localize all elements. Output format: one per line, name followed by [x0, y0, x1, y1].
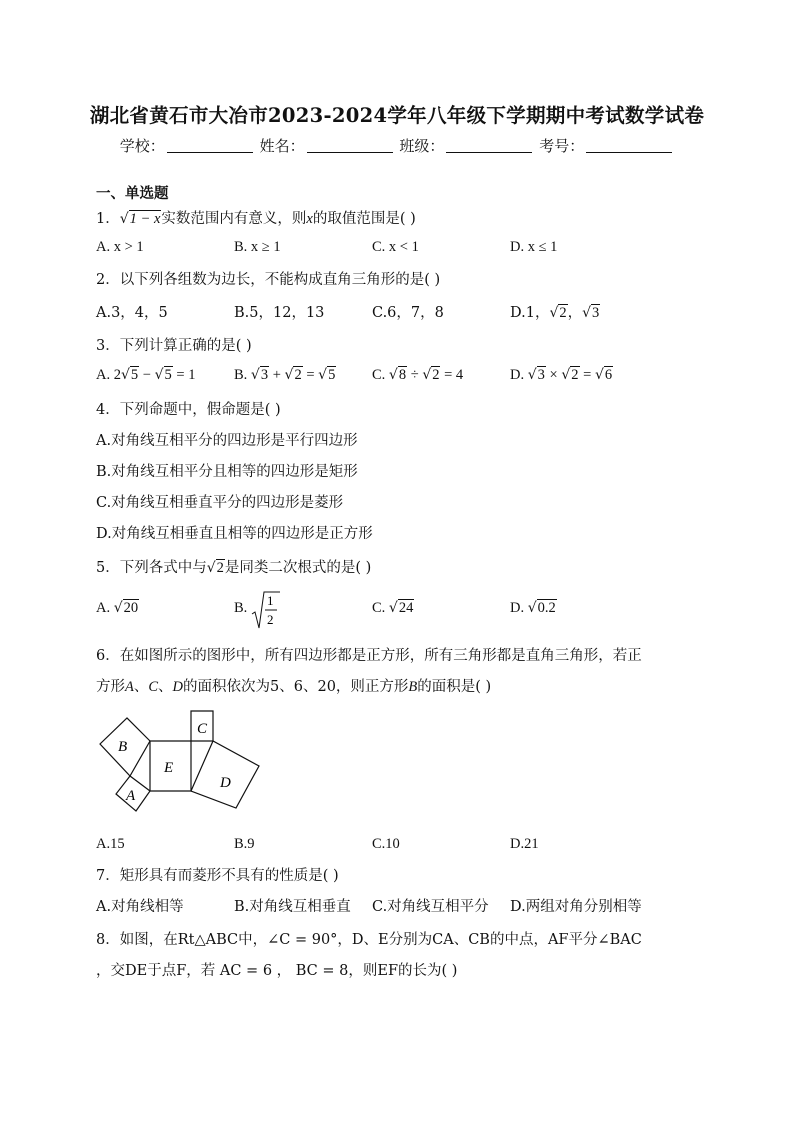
q2-option-c[interactable]: C.6，7，8: [372, 305, 444, 321]
q6-option-c[interactable]: C.10: [372, 836, 400, 852]
question-1-stem: 1．√1 − x实数范围内有意义，则x的取值范围是( ): [96, 211, 416, 227]
q5-b-denominator: 2: [267, 612, 274, 627]
q7-option-b[interactable]: B.对角线互相垂直: [234, 899, 351, 915]
name-label: 姓名：: [259, 137, 305, 155]
question-6-line-2: 方形A、C、D的面积依次为5、6、20，则正方形B的面积是( ): [96, 679, 492, 695]
q4-option-c[interactable]: C.对角线互相垂直平分的四边形是菱形: [96, 495, 344, 511]
label-d: D: [220, 775, 231, 791]
class-label: 班级：: [399, 137, 445, 155]
question-5-stem: 5．下列各式中与√2是同类二次根式的是( ): [96, 560, 372, 576]
q6-option-b[interactable]: B.9: [234, 836, 255, 852]
question-4-stem: 4．下列命题中，假命题是( ): [96, 402, 281, 418]
number-label: 考号：: [539, 137, 585, 155]
question-8-line-2: ，交DE于点F，若 AC = 6 ， BC = 8，则EF的长为( ): [96, 963, 458, 979]
q1-option-a[interactable]: A. x > 1: [96, 239, 144, 255]
q1-option-b[interactable]: B. x ≥ 1: [234, 239, 281, 255]
school-blank[interactable]: [167, 138, 253, 153]
q7-option-c[interactable]: C.对角线互相平分: [372, 899, 489, 915]
school-label: 学校：: [119, 137, 165, 155]
label-a: A: [126, 788, 136, 804]
q3-option-a[interactable]: A. 2√5 − √5 = 1: [96, 367, 196, 383]
question-7-stem: 7．矩形具有而菱形不具有的性质是( ): [96, 868, 339, 884]
q3-option-b[interactable]: B. √3 + √2 = √5: [234, 367, 336, 383]
q3-option-d[interactable]: D. √3 × √2 = √6: [510, 367, 613, 383]
q1-radical: √1 − x: [119, 211, 161, 227]
q1-number: 1．: [96, 211, 120, 227]
label-c: C: [197, 721, 208, 737]
q5-option-d[interactable]: D. √0.2: [510, 600, 556, 616]
q2-option-d[interactable]: D.1，√2，√3: [510, 305, 600, 321]
q4-option-a[interactable]: A.对角线互相平分的四边形是平行四边形: [96, 433, 358, 449]
q5-option-a[interactable]: A. √20: [96, 600, 139, 616]
label-e: E: [164, 760, 174, 776]
q5-option-b-label[interactable]: B.: [234, 600, 248, 616]
q6-option-a[interactable]: A.15: [96, 836, 125, 852]
q6-option-d[interactable]: D.21: [510, 836, 539, 852]
q4-option-b[interactable]: B.对角线互相平分且相等的四边形是矩形: [96, 464, 358, 480]
section-heading: 一、单选题: [96, 185, 169, 202]
question-2-stem: 2．以下列各组数为边长，不能构成直角三角形的是( ): [96, 272, 441, 288]
exam-title: 湖北省黄石市大冶市2023-2024学年八年级下学期期中考试数学试卷: [89, 104, 705, 127]
q7-option-a[interactable]: A.对角线相等: [96, 899, 184, 915]
q3-option-c[interactable]: C. √8 ÷ √2 = 4: [372, 367, 464, 383]
question-8-line-1: 8．如图，在Rt△ABC中，∠C = 90°，D、E分别为CA、CB的中点，AF平分∠BAC: [96, 932, 642, 948]
name-blank[interactable]: [307, 138, 393, 153]
q6-figure: [96, 706, 266, 818]
q5-option-b-radical[interactable]: [250, 590, 280, 630]
q2-option-b[interactable]: B.5，12，13: [234, 305, 325, 321]
q1-option-d[interactable]: D. x ≤ 1: [510, 239, 558, 255]
q5-option-c[interactable]: C. √24: [372, 600, 414, 616]
q5-b-numerator: 1: [267, 593, 274, 608]
label-b: B: [118, 739, 128, 755]
q2-option-a[interactable]: A.3，4，5: [96, 305, 168, 321]
question-3-stem: 3．下列计算正确的是( ): [96, 338, 252, 354]
q1-option-c[interactable]: C. x < 1: [372, 239, 419, 255]
class-blank[interactable]: [446, 138, 532, 153]
number-blank[interactable]: [586, 138, 672, 153]
question-6-line-1: 6．在如图所示的图形中，所有四边形都是正方形，所有三角形都是直角三角形，若正: [96, 648, 642, 664]
student-info-row: [0, 135, 794, 156]
q7-option-d[interactable]: D.两组对角分别相等: [510, 899, 642, 915]
q4-option-d[interactable]: D.对角线互相垂直且相等的四边形是正方形: [96, 526, 373, 542]
